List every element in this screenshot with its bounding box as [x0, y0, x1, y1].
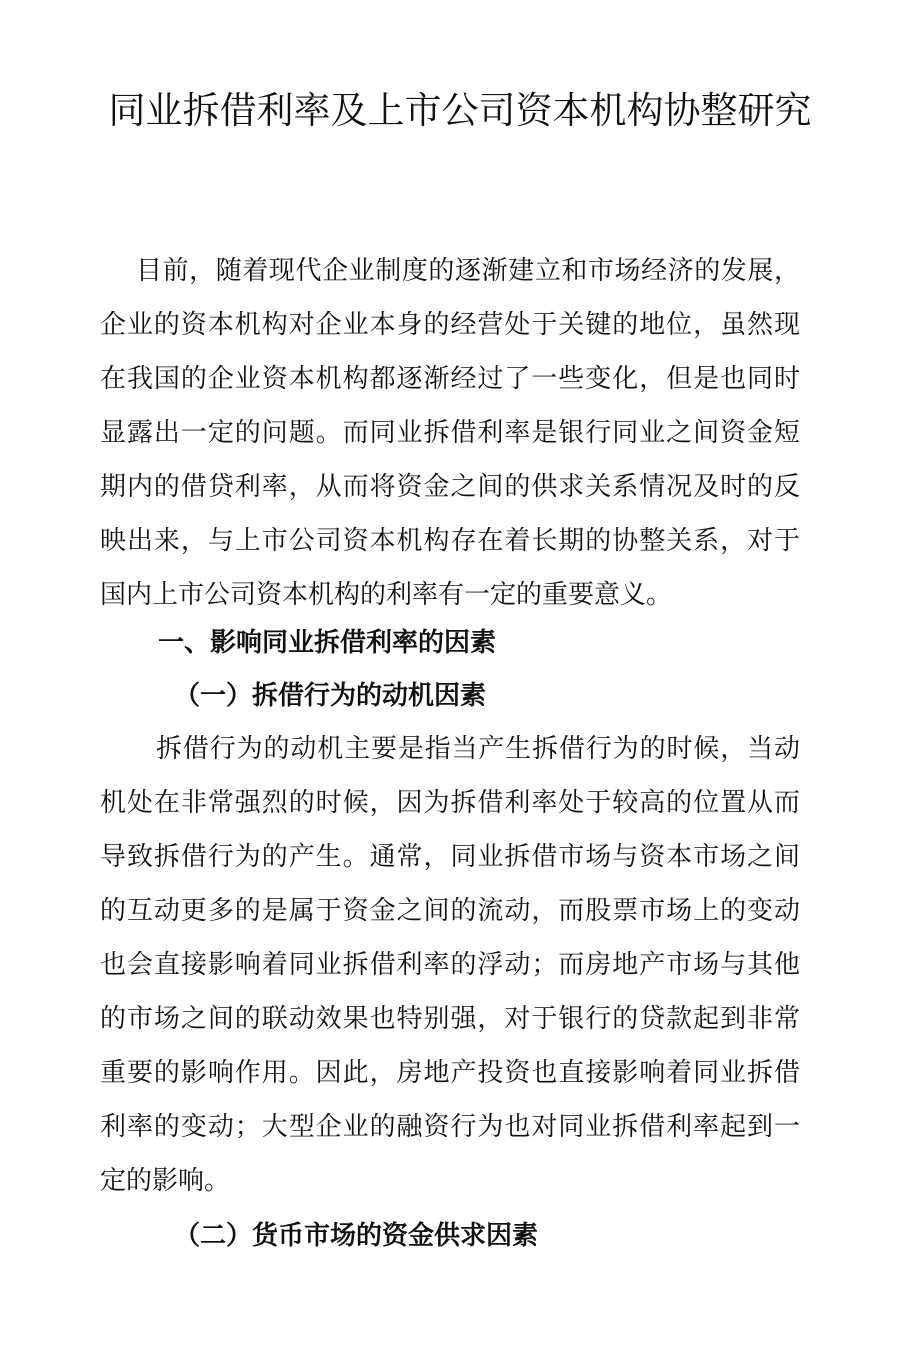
intro-paragraph: 目前，随着现代企业制度的逐渐建立和市场经济的发展，企业的资本机构对企业本身的经营处于关键的地位，虽然现在我国的企业资本机构都逐渐经过了一些变化，但是也同时显露出一定的问题。而同业拆借利率是银行同业之间资金短期内的借贷利率，从而将资金之间的供求关系情况及时的反映出来，与上市公司资本机构存在着长期的协整关系，对于国内上市公司资本机构的利率有一定的重要意义。	[100, 256, 800, 610]
subsection-1-heading: （一）拆借行为的动机因素	[174, 681, 487, 711]
subsection-1-paragraph: 拆借行为的动机主要是指当产生拆借行为的时候，当动机处在非常强烈的时候，因为拆借利率处于较高的位置从而导致拆借行为的产生。通常，同业拆借市场与资本市场之间的互动更多的是属于资金之间的流动，而股票市场上的变动也会直接影响着同业拆借利率的浮动；而房地产市场与其他的市场之间的联动效果也特别强，对于银行的贷款起到非常重要的影响作用。因此，房地产投资也直接影响着同业拆借利率的变动；大型企业的融资行为也对同业拆借利率起到一定的影响。	[100, 734, 800, 1196]
document-title: 同业拆借利率及上市公司资本机构协整研究	[108, 89, 812, 132]
subsection-2-heading: （二）货币市场的资金供求因素	[174, 1221, 539, 1251]
section-1-heading: 一、影响同业拆借利率的因素	[158, 628, 497, 658]
